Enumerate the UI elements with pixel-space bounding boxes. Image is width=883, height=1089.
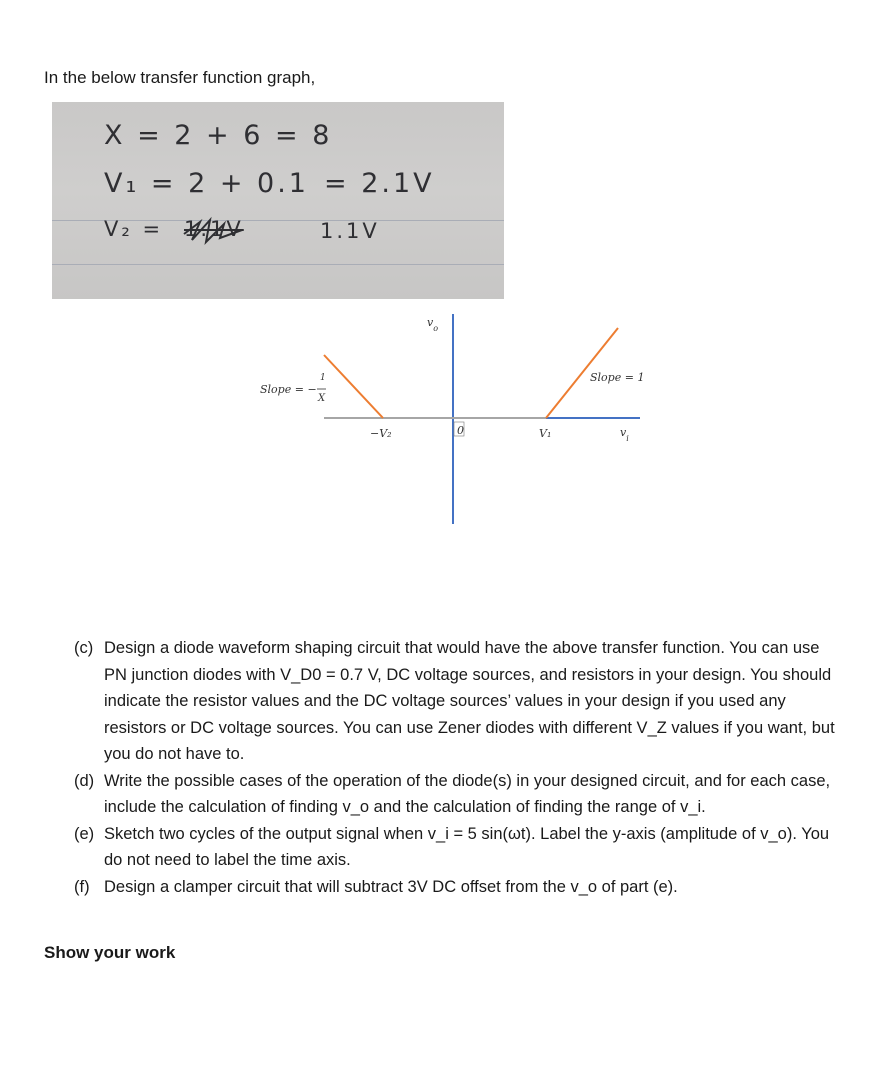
question-d — [74, 768, 844, 821]
question-d-label: (d) — [74, 771, 95, 790]
left-slope-frac-num: 1 — [320, 373, 326, 383]
handwritten-line-2-right: = 2.1V — [324, 168, 435, 199]
handwritten-notes-photo — [52, 102, 504, 299]
question-e-label: (e) — [74, 824, 95, 843]
question-d-text: Write the possible cases of the operation of the diode(s) in your designed circuit, and for each case, include the calculation of finding v_o and the calculation of finding the range of v_i. — [104, 771, 831, 816]
handwritten-line-3-left: V₂ = — [104, 217, 164, 241]
question-c-label: (c) — [74, 639, 94, 657]
y-axis-label: $v_o$ — [427, 316, 439, 333]
question-f-label: (f) — [74, 877, 90, 896]
right-slope-label: Slope = 1 — [590, 371, 645, 384]
left-slope-frac-den: X — [318, 393, 326, 404]
intro-text: In the below transfer function graph, — [44, 68, 316, 87]
handwritten-line-3-right: 1.1V — [320, 219, 380, 243]
handwritten-line-2-left: V₁ = 2 + 0.1 — [104, 168, 309, 199]
tick-label-neg-v2: −V₂ — [370, 427, 392, 440]
question-c-text: Design a diode waveform shaping circuit that would have the above transfer function. You can use PN junction diodes with V_D0 = 0.7 V, DC voltage sources, and resistors in your design. You should indicate the resistor values and the DC voltage sources’ values in your design if you used any resistors or DC voltage sources. You can use Zener diodes with different V_Z values if you want, but you do not have to. — [104, 639, 835, 763]
questions-list — [74, 635, 844, 900]
question-e — [74, 821, 844, 874]
x-axis-label: $v_i$ — [620, 426, 629, 443]
transfer-function-graph — [240, 300, 660, 535]
question-c — [74, 635, 844, 768]
handwritten-line-1: X = 2 + 6 = 8 — [104, 120, 333, 151]
tick-label-zero: 0 — [457, 424, 464, 437]
left-slope-label: Slope = − — [260, 383, 317, 396]
show-your-work: Show your work — [44, 943, 176, 962]
handwritten-struck-value: 1.1V — [184, 217, 244, 241]
question-f-text: Design a clamper circuit that will subtract 3V DC offset from the v_o of part (e). — [104, 877, 678, 896]
question-f — [74, 874, 844, 901]
question-e-text: Sketch two cycles of the output signal when v_i = 5 sin(ωt). Label the y-axis (amplitude of v_o). You do not need to label the time axis. — [104, 824, 830, 869]
tick-label-v1: V₁ — [539, 427, 552, 440]
left-slope-segment — [324, 355, 383, 418]
scribble-icon — [180, 214, 250, 248]
